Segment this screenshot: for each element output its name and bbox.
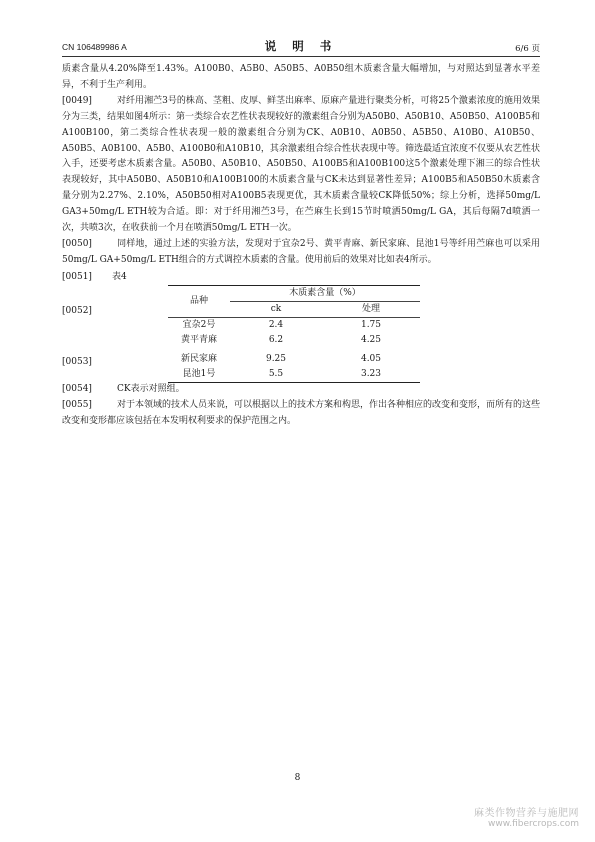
cell-variety: 黄平青麻 (180, 334, 217, 345)
watermark-url: www.fibercrops.com (488, 819, 579, 829)
paragraph-text: 对于本领域的技术人员来说，可以根据以上的技术方案和构思，作出各种相应的改变和变形，而所有的这些改变和变形都应该包括在本发明权利要求的保护范围之内。 (62, 399, 541, 426)
table-row (168, 317, 420, 333)
paragraph-0054 (62, 382, 540, 398)
paragraph-0050 (62, 237, 540, 269)
table-section (62, 270, 540, 382)
cell-treatment: 4.25 (360, 334, 382, 345)
paragraph-tag: [0052] (62, 305, 92, 316)
header-variety: 品种 (189, 295, 208, 306)
watermark-site-name: 麻类作物营养与施肥网 (474, 808, 579, 819)
header-lignin-content: 木质素含量（%） (230, 285, 420, 301)
cell-variety: 宜杂2号 (182, 319, 216, 330)
paragraph-tag: [0054] (62, 383, 92, 394)
page-count: 6/6 页 (515, 44, 540, 54)
paragraph-tag: [0050] (62, 238, 92, 249)
cell-treatment: 4.05 (360, 353, 382, 364)
paragraph-tag: [0049] (62, 95, 92, 106)
lignin-table (168, 285, 420, 383)
cell-treatment: 1.75 (360, 319, 382, 330)
cell-ck: 6.2 (268, 334, 284, 345)
cell-variety: 新民家麻 (180, 353, 217, 364)
table-row (168, 352, 420, 367)
paragraph-text: 同样地，通过上述的实验方法，发现对于宜杂2号、黄平青麻、新民家麻、昆池1号等纤用苎麻也可以采用50mg/L GA+50mg/L ETH组合的方式调控木质素的含量。使用前后的效果对比如表4所示。 (62, 238, 540, 265)
cell-ck: 2.4 (268, 319, 284, 330)
paragraph-tag: [0053] (62, 356, 92, 367)
header-treatment: 处理 (361, 303, 380, 314)
paragraph-0049 (62, 94, 540, 237)
cell-ck: 9.25 (265, 353, 287, 364)
paragraph-continued: 质素含量从4.20%降至1.43%。A100B0、A5B0、A50B5、A0B50组木质素含量大幅增加，与对照达到显著水平差异，不利于生产利用。 (62, 64, 540, 90)
table-row (168, 333, 420, 348)
watermark (474, 804, 579, 829)
patent-number: CN 106489986 A (62, 42, 127, 52)
page-number: 8 (294, 773, 301, 783)
table-caption: 表4 (112, 271, 127, 282)
cell-variety: 昆池1号 (182, 368, 216, 379)
document-body (62, 62, 540, 430)
header-ck: ck (270, 303, 282, 314)
paragraph-text: CK表示对照组。 (117, 383, 185, 394)
cell-treatment: 3.23 (360, 368, 382, 379)
paragraph-tag: [0055] (62, 399, 92, 410)
page-header (62, 38, 540, 54)
paragraph-tag: [0051] (62, 271, 92, 282)
cell-ck: 5.5 (268, 368, 284, 379)
header-rule (62, 56, 540, 57)
paragraph-text: 对纤用湘苎3号的株高、茎粗、皮厚、鲜茎出麻率、原麻产量进行聚类分析，可将25个激素浓度的施用效果分为三类，结果如图4所示：第一类综合农艺性状表现较好的激素组合分别为A50B0、A50B10、A50B50、A100B5和A100B100，第二类综合性状表现一般的激素组合分别为CK、A0B10、A0B50、A5B50、A10B0、A10B50、A50B5、A0B100、A5B0、A100B0和A10B10，其余激素组合综合性状表现中等。筛选最适宜浓度不仅要从农艺性状入手，还要考虑木质素含量。A50B0、A50B10、A50B50、A100B5和A100B100这5个激素处理下湘三的综合性状表现较好，其中A50B0、A50B10和A100B100的木质素含量与CK未达到显著性差异；A100B5和A50B50木质素含量分别为2.27%、2.10%，A50B50相对A100B5表现更优，其木质素含量较CK降低50%；综上分析，选择50mg/L GA3+50mg/L ETH较为合适。即：对于纤用湘苎3号，在苎麻生长到15节时喷洒50mg/L GA，其后每隔7d喷洒一次，共喷3次，在收获前一个月在喷洒50mg/L ETH一次。 (62, 95, 540, 234)
document-title: 说 明 书 (264, 39, 338, 53)
table-row (168, 367, 420, 383)
paragraph-0055 (62, 398, 540, 430)
